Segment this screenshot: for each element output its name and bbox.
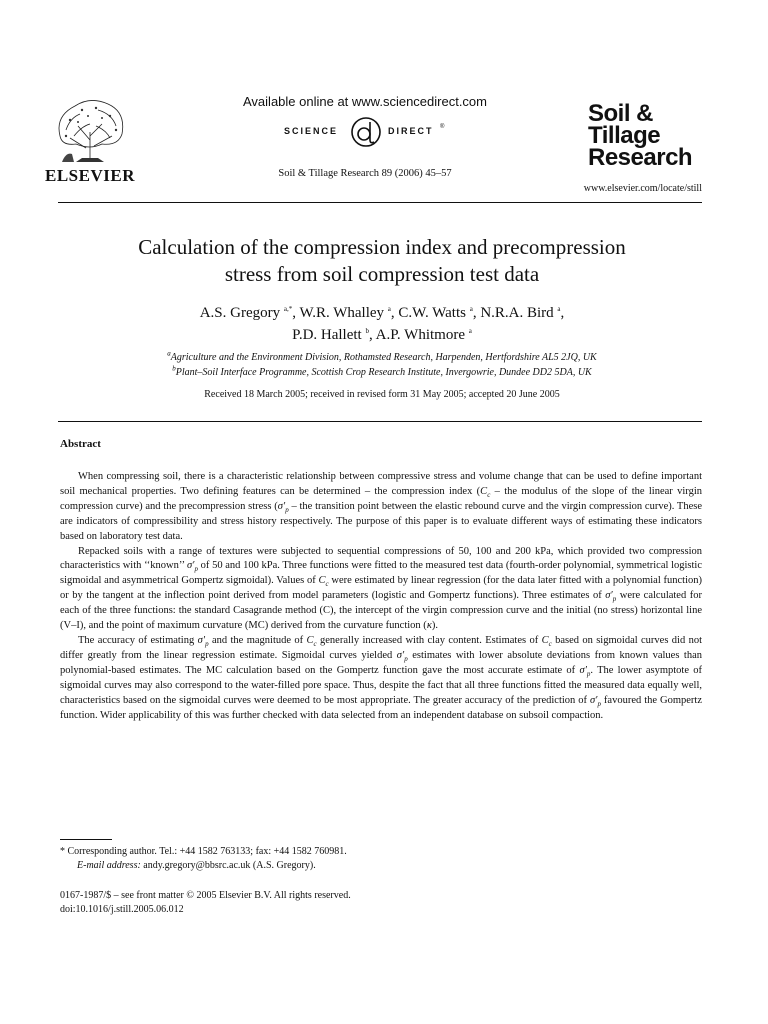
symbol-sub: p [597,699,601,708]
journal-name-line-3: Research [588,144,693,171]
symbol-sigma-p [197,634,209,649]
abstract-body [60,470,702,723]
author-name[interactable]: A.S. Gregory [199,305,281,321]
sd-registered-mark: ® [440,124,445,130]
symbol-cc [306,634,317,649]
symbol-text: C [541,634,549,646]
author-name[interactable]: N.R.A. Bird [480,305,554,321]
abstract-divider [58,421,702,422]
journal-citation: Soil & Tillage Research 89 (2006) 45–57 [278,168,452,179]
author-affiliation-mark[interactable]: a [469,305,473,313]
authors-line-1: A.S. Gregory $^{a,*}$, W.R. Whalley $^a$, C.W. Watts $^a$, N.R.A. Bird $^a$, [199,305,565,321]
publisher-name: ELSEVIER [45,166,135,185]
affiliation-text: Agriculture and the Environment Division, Rothamsted Research, Harpenden, Hertfordshire AL5 2JQ, UK [170,352,597,363]
text-run: The accuracy of estimating [78,634,198,646]
text-run: of 50 and 100 kPa. Three functions were fitted to the measured test data (fourth-order polynomial, symmetrical logistic sigmoidal and asymmetrical Gompertz sigmoidal). Values of [60,560,702,587]
symbol-sub: c [325,580,329,589]
symbol-text: σ′ [277,500,286,512]
symbol-text: σ′ [396,649,405,661]
text-run: – the transition point between the elastic rebound curve and the virgin compression curve). These are indicators of compressibility and stress history respectively. The purpose of this paper is to evaluate different ways of estimating these indicators based on laboratory test data. [60,500,703,542]
symbol-text: C [318,575,326,587]
article-title [60,234,704,288]
symbol-sigma-p [186,560,198,574]
symbol-sigma-p [397,650,408,661]
sd-right-word: DIRECT [388,126,434,136]
text-run: favoured the Gompertz function. Wider applicability of this was further checked with data selected from an independent database on subsoil compaction. [60,694,702,721]
sd-at-icon [348,114,384,150]
symbol-sub: p [404,654,408,663]
symbol-text: σ′ [605,590,613,602]
text-run: based on sigmoidal curves did not differ greatly from the linear regression estimate. Sigmoidal curves yielded [60,634,702,661]
symbol-text: σ′ [589,694,598,706]
symbol-text: C [480,485,488,497]
affiliation-mark: a [167,349,171,358]
text-run: . The lower asymptote of sigmoidal curves may also correspond to the water-filled pore space. Thus, despite the fact that all three functions fitted the measured data equally well, characteristics based on the sigmoidal curves were deemed to be most appropriate. The greater accuracy of the prediction of [60,664,702,706]
affiliation-text: Plant–Soil Interface Programme, Scottish Crop Research Institute, Invergowrie, Dundee DD2 5DA, UK [175,367,592,378]
symbol-text: σ′ [186,560,195,572]
journal-name-logo [588,100,718,171]
copyright-block [60,889,704,917]
available-online-text: Available online at www.sciencedirect.com [243,94,487,109]
corresponding-author-line: * Corresponding author. Tel.: +44 1582 763133; fax: +44 1582 760981. [60,846,347,857]
symbol-sub: p [586,669,591,678]
abstract-paragraph-1 [60,470,702,545]
affiliations [60,350,704,380]
text-run: When compressing soil, there is a characteristic relationship between compressive stress and volume change that can be used to define important soil mechanical properties. Two defining features can be determined – the compression index ( [60,471,702,497]
text-run: generally increased with clay content. Estimates of [316,634,542,646]
copyright-line: 0167-1987/$ – see front matter © 2005 Elsevier B.V. All rights reserved. [60,890,351,901]
symbol-sub: p [205,640,209,649]
email-link[interactable]: andy.gregory@bbsrc.ac.uk (A.S. Gregory). [143,860,316,871]
symbol-cc [480,486,490,497]
title-line-2: stress from soil compression test data [224,262,540,286]
symbol-cc [318,575,329,589]
text-run: and the magnitude of [208,634,307,646]
symbol-sub: c [548,640,552,649]
affiliation-a [60,350,704,365]
symbol-text: σ′ [197,634,206,646]
received-dates: Received 18 March 2005; received in revised form 31 May 2005; accepted 20 June 2005 [204,389,560,400]
text-run: were estimated by linear regression (for the data later fitted with a polynomial function) or by the tangent at the inflection point derived from model parameters (logistic and Gompertz functions). Three estimates of [60,575,702,602]
corresponding-author-footnote [60,845,704,873]
symbol-sub: p [285,505,289,514]
text-run: Repacked soils with a range of textures were subjected to sequential compressions of 50, 100 and 200 kPa, which provided two compression characteristics with ‘‘known’’ [60,545,702,572]
author-name[interactable]: C.W. Watts [398,305,466,321]
author-name[interactable]: W.R. Whalley [299,305,385,321]
symbol-sub: c [487,491,491,499]
sd-left-word: SCIENCE [284,126,339,136]
journal-name-line-1: Soil & [588,100,654,127]
symbol-sub: c [313,640,317,649]
footnote-divider [60,839,112,840]
author-name[interactable]: P.D. Hallett [292,327,362,343]
symbol-sigma-p [579,665,590,676]
symbol-text: C [306,634,314,646]
symbol-sub: p [194,565,198,574]
symbol-sub: p [612,595,617,604]
abstract-paragraph-2 [60,545,702,634]
sciencedirect-logo [270,114,460,150]
symbol-text: σ′ [579,664,587,676]
author-affiliation-mark[interactable]: a [468,327,472,335]
header-divider [58,202,702,203]
doi-link[interactable]: doi:10.1016/j.still.2005.06.012 [60,904,184,915]
symbol-sigma-p [605,590,617,604]
symbol-sigma-p [590,695,601,706]
text-run: ). [431,620,438,632]
symbol-kappa: κ [426,620,432,632]
journal-name-line-2: Tillage [588,122,661,149]
text-run: were calculated for each of the three functions: the standard Casagrande method (C), the intercept of the virgin compression curve and the initial (no stress) horizontal line (V–I), and the point of maximum curvature (MC) derived from the curvature function ( [60,590,702,632]
journal-url-link[interactable]: www.elsevier.com/locate/still [583,183,702,194]
abstract-paragraph-3 [60,634,702,723]
text-run: estimates with lower absolute deviations from known values than polynomial-based estimates. The MC calculation based on the Gompertz function gave the most accurate estimate of [60,649,702,676]
symbol-cc [541,634,552,649]
abstract-heading: Abstract [60,438,101,450]
affiliation-mark: b [172,364,176,373]
author-affiliation-mark[interactable]: a,* [283,305,293,313]
author-list [60,302,704,346]
authors-line-2: P.D. Hallett $^b$, A.P. Whitmore $^a$ [292,327,472,343]
text-run: – the modulus of the slope of the linear virgin compression curve) and the precompression stress ( [60,485,702,512]
affiliation-b [60,365,704,380]
author-affiliation-mark[interactable]: b [365,327,369,335]
author-name[interactable]: A.P. Whitmore [375,327,465,343]
email-label: E-mail address: [77,860,141,871]
author-affiliation-mark[interactable]: a [387,305,391,313]
email-line [60,859,704,873]
author-affiliation-mark[interactable]: a [557,305,561,313]
symbol-sigma-p [278,501,289,512]
title-line-1: Calculation of the compression index and precompression [138,235,626,259]
